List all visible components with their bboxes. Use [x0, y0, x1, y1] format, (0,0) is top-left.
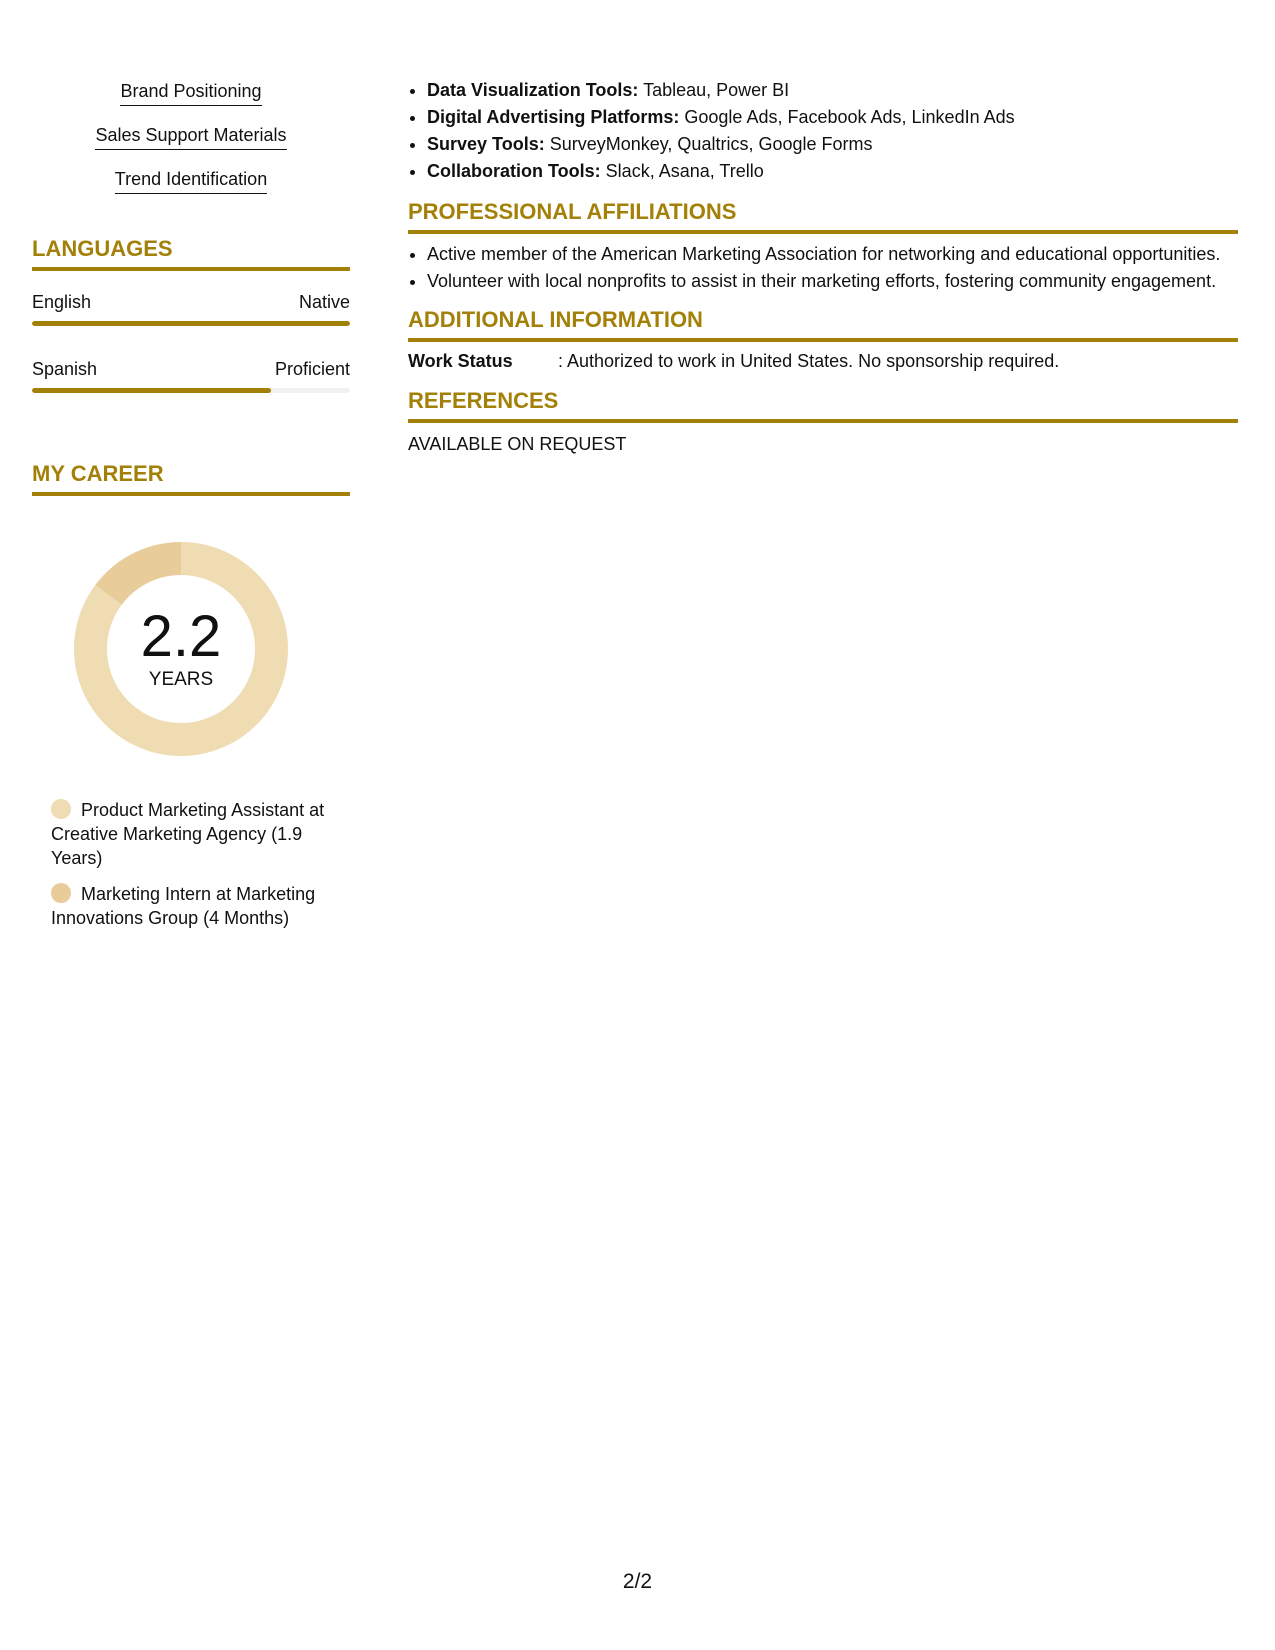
language-level-fill	[32, 388, 271, 393]
legend-item	[51, 882, 326, 930]
references-heading: REFERENCES	[408, 388, 1238, 423]
references-section	[408, 388, 1238, 455]
list-item	[427, 78, 1238, 102]
tool-values: Tableau, Power BI	[643, 80, 790, 100]
legend-item	[51, 798, 326, 870]
tool-category: Data Visualization Tools:	[427, 80, 639, 100]
tool-category: Collaboration Tools:	[427, 161, 601, 181]
page-number: 2/2	[622, 1570, 653, 1593]
tool-category: Digital Advertising Platforms:	[427, 107, 680, 127]
skill-tag: Sales Support Materials	[95, 124, 286, 150]
affiliations-heading: PROFESSIONAL AFFILIATIONS	[408, 199, 1238, 234]
additional-info-section	[408, 307, 1238, 372]
references-text: AVAILABLE ON REQUEST	[408, 434, 627, 454]
list-item	[427, 105, 1238, 129]
skill-tag: Trend Identification	[115, 168, 267, 194]
left-column	[32, 80, 350, 942]
list-item: • Volunteer with local nonprofits to assist in their marketing efforts, fostering community engagement.	[427, 269, 1238, 293]
work-status-value: : Authorized to work in United States. No sponsorship required.	[558, 351, 1060, 371]
affiliations-section	[408, 199, 1238, 293]
legend-label: Marketing Intern at Marketing Innovations Group (4 Months)	[51, 884, 316, 928]
languages-heading: LANGUAGES	[32, 236, 350, 271]
tool-values: Google Ads, Facebook Ads, LinkedIn Ads	[684, 107, 1015, 127]
language-level-fill	[32, 321, 350, 326]
legend-swatch	[51, 799, 71, 819]
language-level: Proficient	[274, 359, 350, 379]
languages-section	[32, 236, 350, 393]
career-heading: MY CAREER	[32, 461, 350, 496]
list-item	[427, 159, 1238, 183]
career-total-value: 2.2	[140, 604, 222, 669]
skill-tag: Brand Positioning	[120, 80, 261, 106]
tools-list	[408, 78, 1238, 183]
language-level: Native	[298, 292, 350, 312]
list-item	[427, 132, 1238, 156]
language-name: Spanish	[32, 359, 98, 379]
tool-values: SurveyMonkey, Qualtrics, Google Forms	[549, 134, 873, 154]
career-section	[32, 461, 350, 930]
donut-center	[66, 534, 296, 764]
legend-label: Product Marketing Assistant at Creative Marketing Agency (1.9 Years)	[51, 800, 325, 868]
tool-category: Survey Tools:	[427, 134, 545, 154]
language-name: English	[32, 292, 92, 312]
skills-list	[32, 80, 350, 194]
career-total-unit: YEARS	[148, 669, 214, 690]
language-level-bar	[32, 321, 350, 326]
work-status-label: Work Status	[408, 351, 513, 371]
career-legend	[32, 798, 350, 930]
additional-info-heading: ADDITIONAL INFORMATION	[408, 307, 1238, 342]
work-status-row	[408, 350, 1238, 372]
language-item-spanish	[32, 358, 350, 393]
language-item-english	[32, 291, 350, 326]
career-donut-chart	[66, 534, 296, 764]
legend-swatch	[51, 883, 71, 903]
tool-values: Slack, Asana, Trello	[605, 161, 764, 181]
list-item: • Active member of the American Marketing Association for networking and educational opportunities.	[427, 242, 1238, 266]
right-column	[408, 78, 1238, 455]
affiliations-list	[408, 242, 1238, 293]
language-level-bar	[32, 388, 350, 393]
